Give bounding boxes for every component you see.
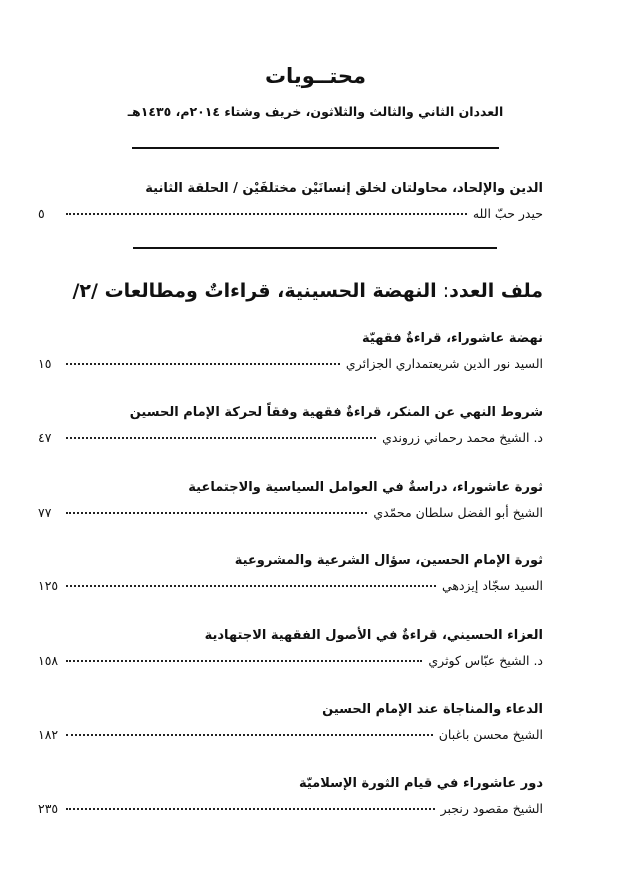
toc-entry[interactable] [38, 627, 543, 669]
issue-subtitle: العددان الثاني والثالث والثلاثون، خريف وشتاء ٢٠١٤م، ١٤٣٥هـ [127, 104, 504, 119]
divider-middle [133, 247, 497, 249]
toc-entry[interactable] [38, 701, 543, 743]
page-title: محتــويات [264, 64, 367, 88]
toc-entry-author: الشيخ مقصود رنجبر [440, 801, 543, 816]
issue-file-heading [38, 280, 543, 302]
toc-entry-page: ١٨٢ [38, 727, 59, 742]
toc-entry-author: حيدر حبّ الله [472, 206, 543, 221]
toc-entry-row [38, 652, 543, 669]
toc-entry-author: السيد سجّاد إيزدهي [441, 578, 543, 593]
divider-top [132, 147, 499, 149]
toc-entry-title: دور عاشوراء في قيام الثورة الإسلاميّة [298, 776, 543, 791]
toc-entry-author: د. الشيخ عبّاس كوثري [428, 653, 543, 668]
toc-entry[interactable] [38, 330, 543, 372]
toc-entry-row [38, 726, 543, 743]
file-heading-topic: النهضة الحسينية، قراءاتٌ ومطالعات [104, 280, 437, 302]
toc-entry[interactable] [38, 552, 543, 594]
toc-entry-page: ١٢٥ [38, 578, 59, 593]
toc-entry-author: د. الشيخ محمد رحماني زروندي [382, 430, 543, 445]
toc-entry-row [38, 429, 543, 446]
toc-entry-title: شروط النهي عن المنكر، قراءةٌ فقهية وفقاً لحركة الإمام الحسين [129, 405, 543, 420]
toc-entry-title: نهضة عاشوراء، قراءةٌ فقهيّة [362, 331, 543, 346]
dot-leader [66, 808, 435, 810]
toc-entry-row [38, 205, 543, 222]
file-heading-issue: /٢/ [72, 280, 105, 302]
toc-entry-row [38, 577, 543, 594]
toc-entry-title: ثورة الإمام الحسين، سؤال الشرعية والمشروعية [234, 553, 543, 568]
dot-leader [66, 585, 436, 587]
toc-entry[interactable] [38, 404, 543, 446]
toc-entry-author: الشيخ أبو الفضل سلطان محمّدي [373, 505, 543, 520]
toc-entry-row [38, 800, 543, 817]
toc-entry-intro[interactable] [38, 180, 543, 222]
toc-entry-title: ثورة عاشوراء، دراسةٌ في العوامل السياسية والاجتماعية [188, 480, 543, 495]
toc-entry-page: ١٥ [38, 356, 52, 371]
toc-entry[interactable] [38, 775, 543, 817]
toc-entry[interactable] [38, 479, 543, 521]
toc-entry-page: ٢٣٥ [38, 801, 59, 816]
file-heading-separator: : [436, 280, 450, 302]
toc-entry-title: الدعاء والمناجاة عند الإمام الحسين [322, 702, 543, 717]
dot-leader [66, 660, 422, 662]
toc-entry-author: السيد نور الدين شريعتمداري الجزائري [345, 356, 543, 371]
toc-entry-title: الدين والإلحاد، محاولتان لخلق إنسانَيْن مختلفَيْن / الحلقة الثانية [145, 181, 543, 196]
toc-entry-page: ٤٧ [38, 430, 52, 445]
file-heading-label: ملف العدد [449, 280, 543, 302]
dot-leader [66, 363, 340, 365]
toc-entry-page: ٧٧ [38, 505, 52, 520]
dot-leader [66, 734, 433, 736]
dot-leader [66, 213, 467, 215]
toc-entry-page: ١٥٨ [38, 653, 59, 668]
dot-leader [66, 437, 376, 439]
toc-entry-row [38, 504, 543, 521]
toc-entry-row [38, 355, 543, 372]
toc-entry-title: العزاء الحسيني، قراءةٌ في الأصول الفقهية الاجتهادية [204, 628, 543, 643]
toc-entry-page: ٥ [38, 206, 45, 221]
dot-leader [66, 512, 367, 514]
toc-entry-author: الشيخ محسن باغبان [438, 727, 543, 742]
